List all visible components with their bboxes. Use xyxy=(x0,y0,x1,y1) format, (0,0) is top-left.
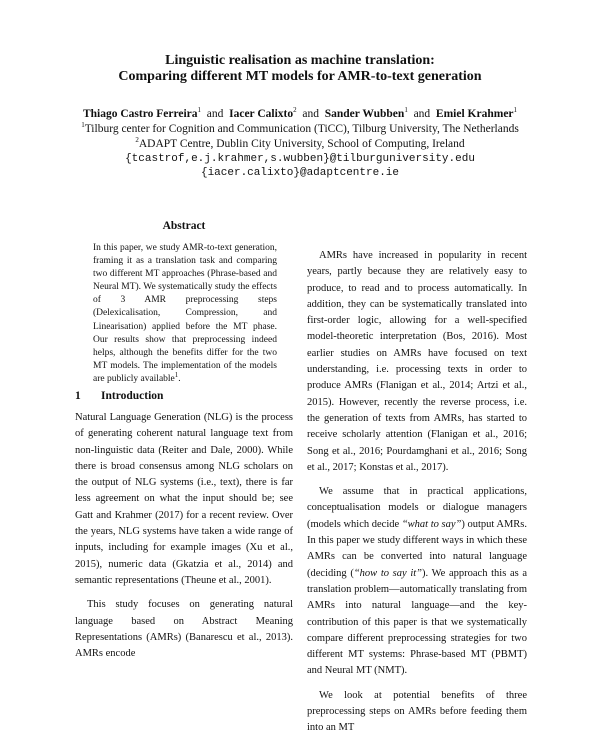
text-run: We assume that in practical applications, conceptualisation models or dialogue managers (models which decide xyxy=(307,486,527,530)
author-name: Thiago Castro Ferreira xyxy=(82,108,198,120)
author-affiliation-mark: 1 xyxy=(404,106,408,115)
right-paragraph-3: We look at potential benefits of three preprocessing steps on AMRs before feeding them into an MT xyxy=(307,689,527,734)
author-separator: and xyxy=(413,108,431,120)
section-number: 1 xyxy=(75,390,81,402)
section-title: Introduction xyxy=(101,390,164,402)
abstract-body xyxy=(93,242,277,386)
right-paragraph-1: AMRs have increased in popularity in recent years, partly because they are relatively easy to produce, to read and to process automatically. In addition, they can be systematically translated into first-order logic, allowing for a well-specified model-theoretic interpretation (Bos, 2016). Most earlier studies on AMRs have focused on text understanding, i.e. processing texts in order to produce AMRs (Flanigan et al., 2014; Artzi et al., 2015). However, recently the reverse process, i.e. the generation of texts from AMRs, has started to receive scholarly attention (Flanigan et al., 2016; Song et al., 2016; Pourdamghani et al., 2016; Song et al., 2017; Konstas et al., 2017). xyxy=(307,250,527,473)
text-run: ). We approach this as a translation problem—automatically translating from AMRs into natural language—and the key-contribution of this paper is that we systematically compare different preprocessing strategies for two different MT systems: Phrase-based MT (PBMT) and Neural MT (NMT). xyxy=(307,567,528,677)
author-affiliation-mark: 2 xyxy=(293,106,297,115)
section-heading-introduction xyxy=(75,390,163,402)
author-name: Sander Wubben xyxy=(324,108,405,120)
author-separator: and xyxy=(302,108,319,120)
paper-title-line-1: Linguistic realisation as machine translation: xyxy=(165,53,435,68)
affiliation-1 xyxy=(0,122,600,137)
text-run: ) output AMRs. In this paper we study different ways in which these AMRs can be converted into natural language (deciding xyxy=(307,518,528,579)
author-affiliation-mark: 1 xyxy=(197,106,202,115)
right-column-body xyxy=(307,248,527,745)
affiliation-text: ADAPT Centre, Dublin City University, School of Computing, Ireland xyxy=(138,138,465,150)
paper-title-line-2: Comparing different MT models for AMR-to-text generation xyxy=(118,69,482,84)
intro-paragraph-1: Natural Language Generation (NLG) is the process of generating coherent natural language text from non-linguistic data (Reiter and Dale, 2000). While there is broad consensus among NLG scholars on the output of NLG systems (i.e., text), there is far less agreement on what the input should be; see Gatt and Krahmer (2017) for a recent review. Over the years, NLG systems have taken a wide range of inputs, including for example images (Xu et al., 2015), numeric data (Gkatzia et al., 2014) and semantic representations (Theune et al., 2001). xyxy=(75,412,293,586)
author-name: Emiel Krahmer xyxy=(435,108,514,120)
email-line-1: {tcastrof,e.j.krahmer,s.wubben}@tilburguniversity.edu xyxy=(125,153,475,165)
author-separator: and xyxy=(206,108,224,120)
abstract-heading: Abstract xyxy=(162,220,206,232)
author-name: Iacer Calixto xyxy=(229,108,294,120)
footnote-mark: 1 xyxy=(174,370,179,379)
affiliation-mark: 2 xyxy=(135,136,139,145)
affiliation-text: Tilburg center for Cognition and Communication (TiCC), Tilburg University, The Netherlands xyxy=(84,123,519,135)
abstract-text: In this paper, we study AMR-to-text generation, framing it as a translation task and comparing two different MT approaches (Phrase-based and Neural MT). We systematically study the effects of 3 AMR preprocessing steps (Delexicalisation, Compression, and Linearisation) applied before the MT phase. Our results show that preprocessing indeed helps, although the benefits differ for the two MT models. The implementation of the models are publicly available xyxy=(93,243,277,384)
intro-paragraph-2: This study focuses on generating natural language based on Abstract Meaning Representations (AMRs) (Banarescu et al., 2013). AMRs encode xyxy=(75,599,293,660)
email-line-2: {iacer.calixto}@adaptcentre.ie xyxy=(200,167,400,179)
emphasis-what-to-say: “what to say” xyxy=(401,518,462,530)
abstract-end: . xyxy=(178,373,181,384)
left-column-body xyxy=(75,410,293,670)
affiliation-2 xyxy=(0,137,600,152)
affiliation-mark: 1 xyxy=(81,121,85,130)
author-affiliation-mark: 1 xyxy=(513,106,518,115)
right-paragraph-2: We assume that in practical applications, conceptualisation models or dialogue managers (models which decide “what to say”) output AMRs. In this paper we study different ways in which these AMRs can be converted into natural language (deciding (“how to say it”). We approach this as a translation problem—automatically translating from AMRs into natural language—and the key-contribution of this paper is that we systematically compare different preprocessing strategies for two different MT systems: Phrase-based MT (PBMT) and Neural MT (NMT). xyxy=(307,486,528,677)
emphasis-how-to-say-it: “how to say it” xyxy=(353,567,422,579)
author-list xyxy=(0,107,600,122)
